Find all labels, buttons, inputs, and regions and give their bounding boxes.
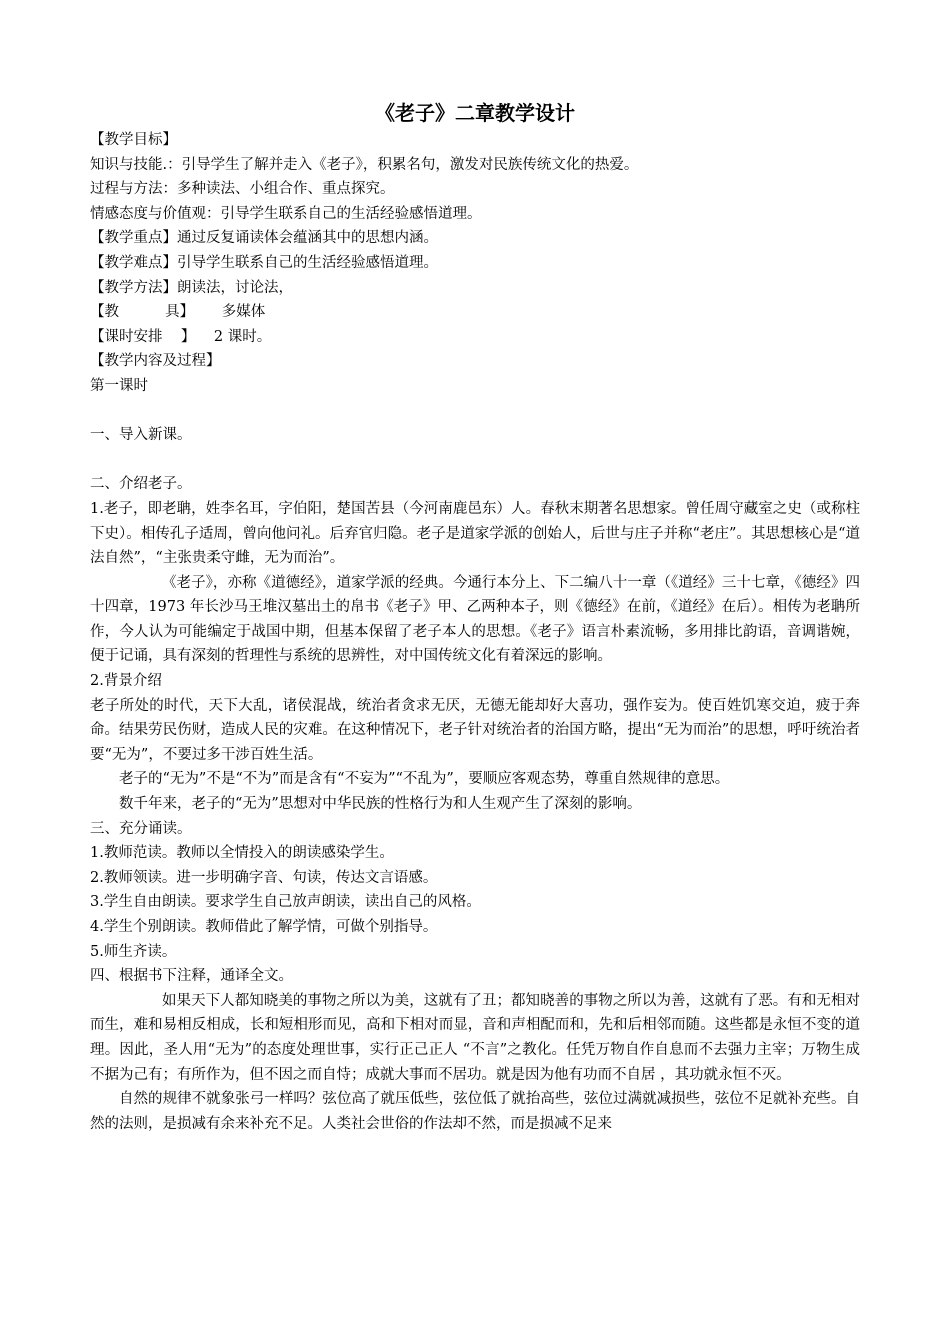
section-laozi: 二、介绍老子。 [90, 476, 192, 493]
teaching-method: 【教学方法】朗读法，讨论法， [90, 279, 293, 296]
teaching-tools: 【教 具】 多媒体 [90, 304, 266, 321]
reading-step: 4.学生个别朗读。教师借此了解学情，可做个别指导。 [90, 919, 438, 935]
translation-paragraph-one: 如果天下人都知晓美的事物之所以为美，这就有了丑；都知晓善的事物之所以为善，这就有了恶。有和无相对而生，难和易相反相成，长和短相形而见，高和下相对而显，音和声相配而和，先和后相邻而随。这些都是永恒不变的道理。因此，圣人用“无为”的态度处理世事，实行正己正人 “不言”之教化。任凭万物自作自息而不去强力主宰；万物生成不据为己有；有所作为，但不因之而自恃；成就大事而不居功。就是因为他有功而不自居 ，其功就永恒不灭。 [90, 992, 860, 1083]
section-intro: 一、导入新课。 [90, 427, 192, 444]
background-text: 老子所处的时代，天下大乱，诸侯混战，统治者贪求无厌，无德无能却好大喜功，强作妄为。使百姓饥寒交迫，疲于奔命。结果劳民伤财，造成人民的灾难。在这种情况下，老子针对统治者的治国方略，提出“无为而治”的思想，呼吁统治者要“无为”，不要过多干涉百姓生活。 [90, 697, 860, 763]
wuwei-influence: 数千年来，老子的“无为”思想对中华民族的性格行为和人生观产生了深刻的影响。 [119, 796, 642, 813]
goal-attitude: 情感态度与价值观：引导学生联系自己的生活经验感悟道理。 [90, 205, 482, 222]
background-heading: 2.背景介绍 [90, 673, 162, 690]
document-title: 《老子》二章教学设计 [375, 101, 575, 125]
wuwei-meaning: 老子的“无为”不是“不为”而是含有“不妄为”“不乱为”，要顺应客观态势，尊重自然规律的意思。 [119, 771, 730, 788]
laozi-biography: 1.老子，即老聃，姓李名耳，字伯阳，楚国苦县（今河南鹿邑东）人。春秋末期著名思想家。曾任周守藏室之史（或称柱下史）。相传孔子适周，曾向他问礼。后弃官归隐。老子是道家学派的创始人，后世与庄子并称“老庄”。其思想核心是“道法自然”，“主张贵柔守雌，无为而治”。 [90, 500, 860, 567]
goal-knowledge: 知识与技能.：引导学生了解并走入《老子》，积累名句，激发对民族传统文化的热爱。 [90, 156, 639, 173]
difficulty: 【教学难点】引导学生联系自己的生活经验感悟道理。 [90, 254, 438, 271]
reading-step: 5.师生齐读。 [90, 943, 177, 960]
teaching-goal-heading: 【教学目标】 [90, 132, 177, 148]
laozi-book: 《老子》，亦称《道德经》，道家学派的经典。今通行本分上、下二编八十一章（《道经》三十七章，《德经》四十四章，1973 年长沙马王堆汉墓出土的帛书《老子》甲、乙两种本子，则《德经》在前，《道经》在后）。相传为老聃所作，今人认为可能编定于战国中期，但基本保留了老子本人的思想。《老子》语言朴素流畅，多用排比韵语，音调谐婉，便于记诵，具有深刻的哲理性与系统的思辨性，对中国传统文化有着深远的影响。 [90, 574, 860, 665]
lesson-one-heading: 第一课时 [90, 377, 148, 394]
key-point: 【教学重点】通过反复诵读体会蕴涵其中的思想内涵。 [90, 230, 438, 247]
document-page [90, 98, 860, 1136]
reading-step: 3.学生自由朗读。要求学生自己放声朗读，读出自己的风格。 [90, 894, 481, 911]
blank-line [90, 448, 860, 473]
translation-paragraph-two: 自然的规律不就象张弓一样吗？弦位高了就压低些，弦位低了就抬高些，弦位过满就减损些，弦位不足就补充些。自然的法则，是损减有余来补充不足。人类社会世俗的作法却不然，而是损减不足来 [90, 1091, 860, 1132]
section-reading: 三、充分诵读。 [90, 820, 192, 837]
reading-step: 2.教师领读。进一步明确字音、句读，传达文言语感。 [90, 869, 438, 886]
reading-step: 1.教师范读。教师以全情投入的朗读感染学生。 [90, 845, 394, 862]
class-schedule: 【课时安排 】 2 课时。 [90, 328, 272, 345]
blank-line [90, 399, 860, 424]
process-heading: 【教学内容及过程】 [90, 353, 221, 370]
section-translation: 四、根据书下注释，通译全文。 [90, 968, 293, 985]
goal-process: 过程与方法：多种读法、小组合作、重点探究。 [90, 181, 395, 198]
